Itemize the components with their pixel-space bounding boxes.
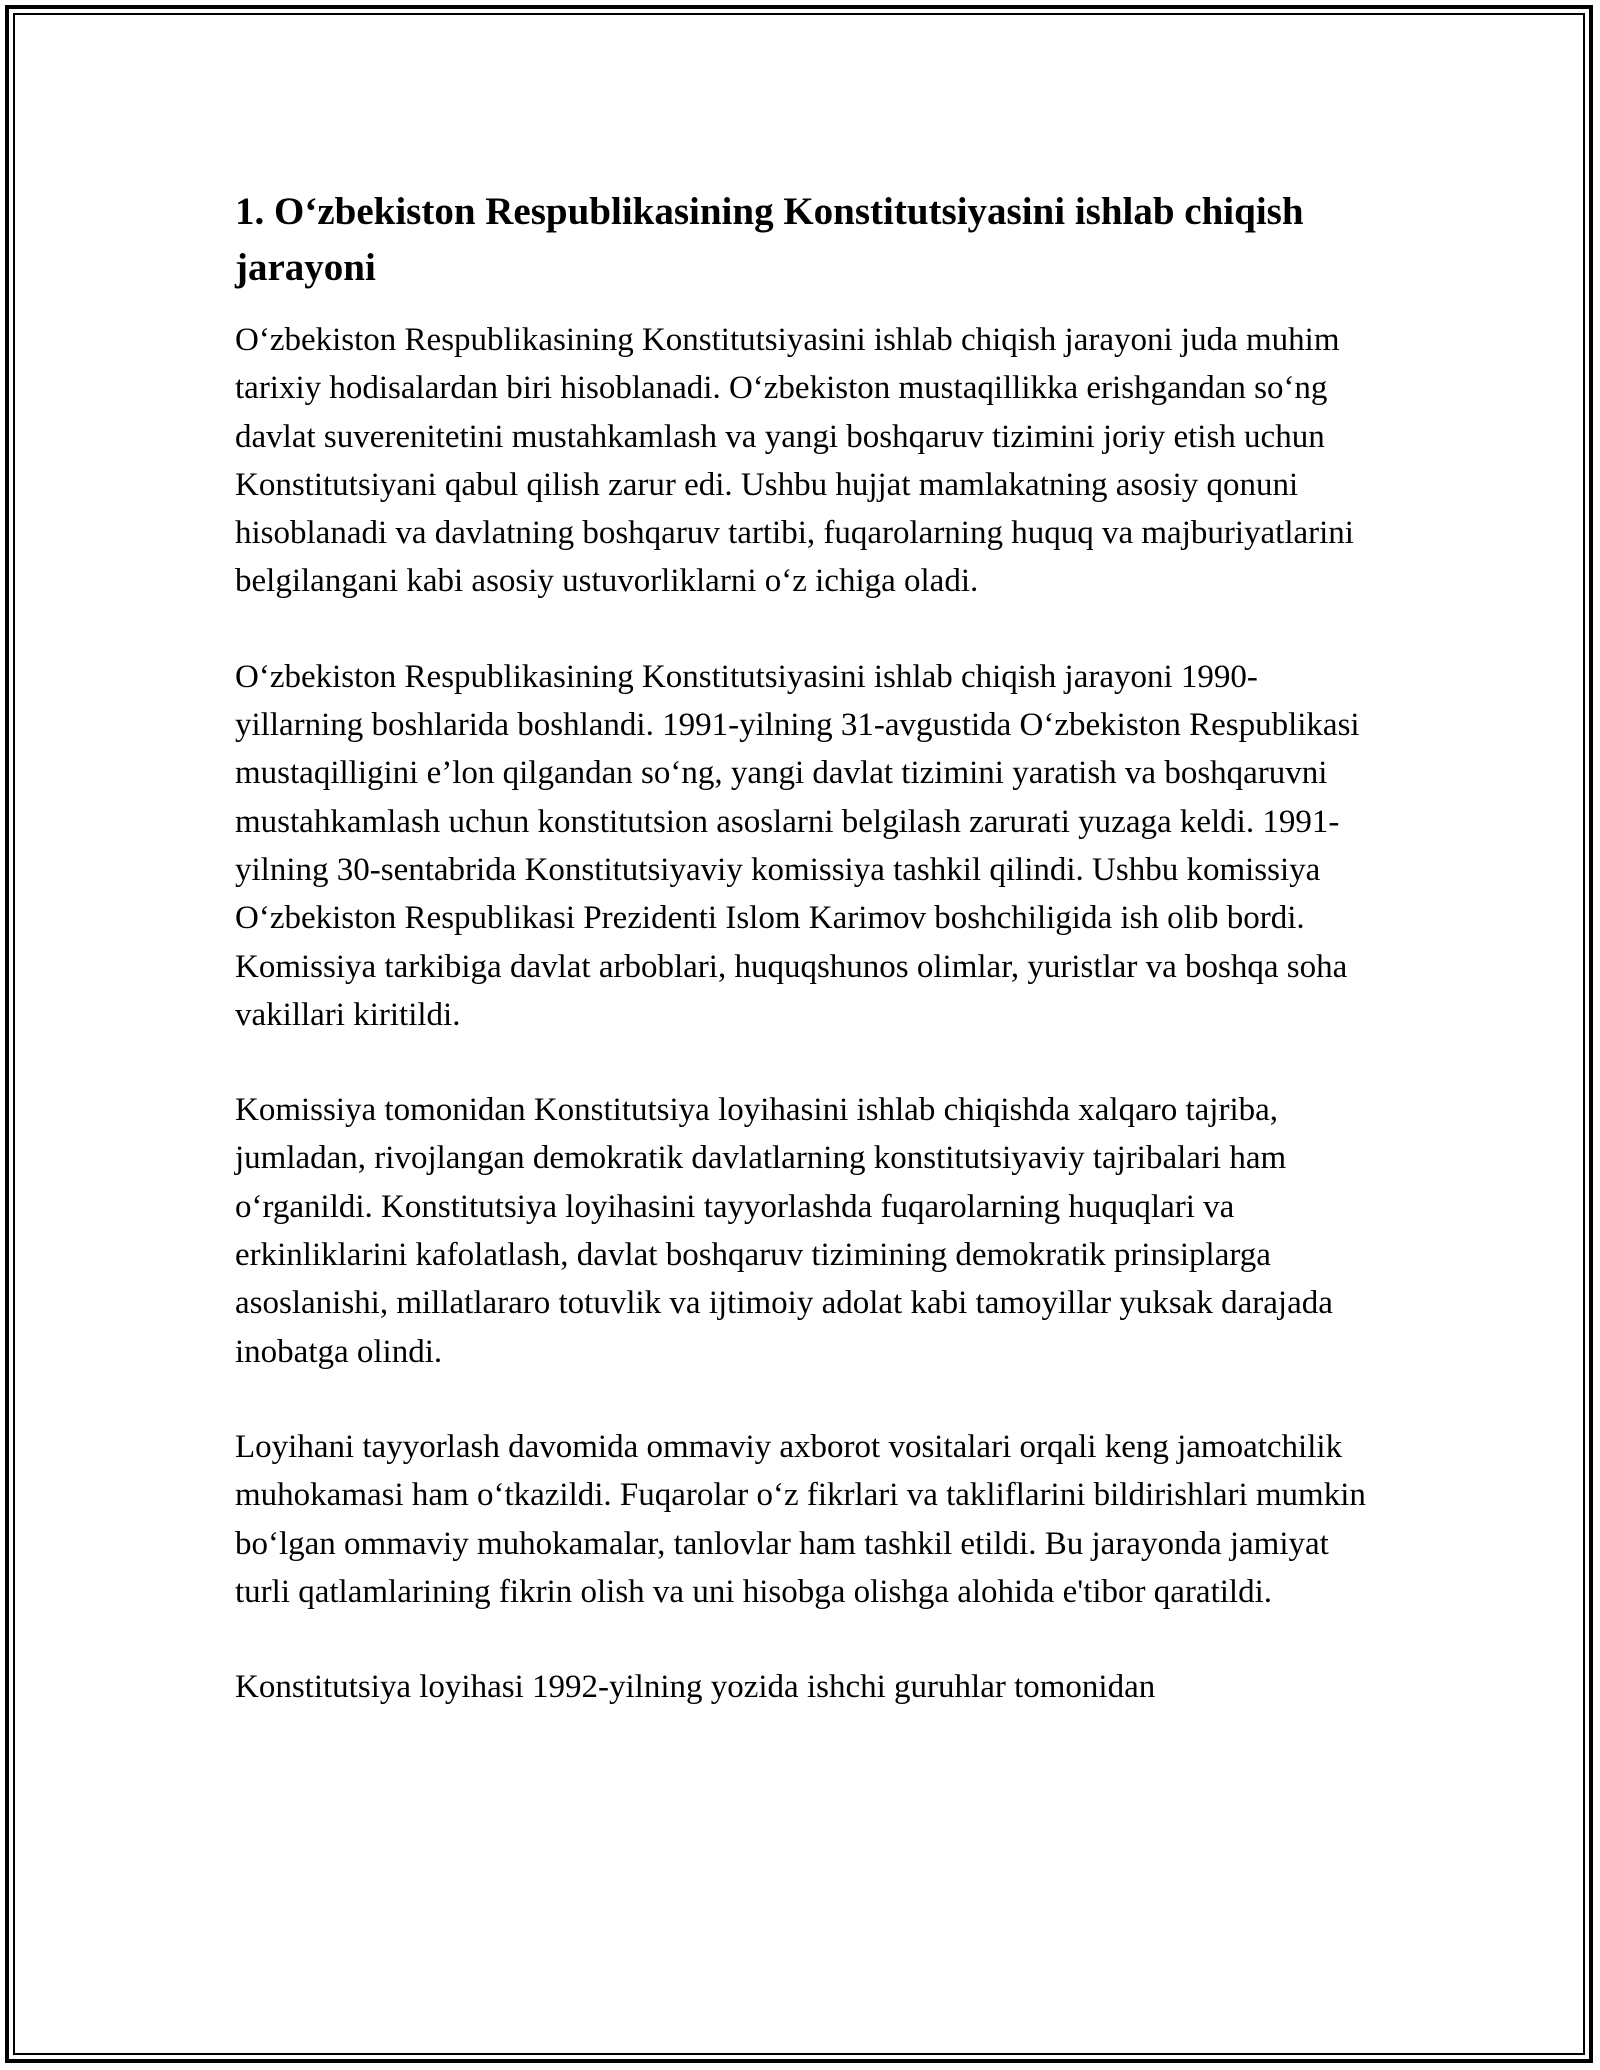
paragraph-3: Komissiya tomonidan Konstitutsiya loyihasini ishlab chiqishda xalqaro tajriba, jumladan, rivojlangan demokratik davlatlarning konstitutsiyaviy tajribalari ham o‘rganildi. Konstitutsiya loyihasini tayyorlashda fuqarolarning huquqlari va erkinliklarini kafolatlash, davlat boshqaruv tizimining demokratik prinsiplarga asoslanishi, millatlararo totuvlik va ijtimoiy adolat kabi tamoyillar yuksak darajada inobatga olindi. [235, 1092, 1333, 1370]
paragraph-4: Loyihani tayyorlash davomida ommaviy axborot vositalari orqali keng jamoatchilik muhokamasi ham o‘tkazildi. Fuqarolar o‘z fikrlari va takliflarini bildirishlari mumkin bo‘lgan ommaviy muhokamalar, tanlovlar ham tashkil etildi. Bu jarayonda jamiyat turli qatlamlarining fikrin olish va uni hisobga olishga alohida e'tibor qaratildi. [235, 1428, 1366, 1610]
paragraph-2: O‘zbekiston Respublikasining Konstitutsiyasini ishlab chiqish jarayoni 1990-yillarning boshlarida boshlandi. 1991-yilning 31-avgustida O‘zbekiston Respublikasi mustaqilligini e’lon qilgandan so‘ng, yangi davlat tizimini yaratish va boshqaruvni mustahkamlash uchun konstitutsion asoslarni belgilash zarurati yuzaga keldi. 1991-yilning 30-sentabrida Konstitutsiyaviy komissiya tashkil qilindi. Ushbu komissiya O‘zbekiston Respublikasi Prezidenti Islom Karimov boshchiligida ish olib bordi. Komissiya tarkibiga davlat arboblari, huquqshunos olimlar, yuristlar va boshqa soha vakillari kiritildi. [235, 658, 1360, 1033]
page-title: 1. O‘zbekiston Respublikasining Konstitutsiyasini ishlab chiqish jarayoni [235, 190, 1304, 289]
paragraph-5: Konstitutsiya loyihasi 1992-yilning yozida ishchi guruhlar tomonidan [235, 1669, 1156, 1706]
document-body [235, 184, 1375, 1758]
paragraph-1: O‘zbekiston Respublikasining Konstitutsiyasini ishlab chiqish jarayoni juda muhim tarixiy hodisalardan biri hisoblanadi. O‘zbekiston mustaqillikka erishgandan so‘ng davlat suverenitetini mustahkamlash va yangi boshqaruv tizimini joriy etish uchun Konstitutsiyani qabul qilish zarur edi. Ushbu hujjat mamlakatning asosiy qonuni hisoblanadi va davlatning boshqaruv tartibi, fuqarolarning huquq va majburiyatlarini belgilangani kabi asosiy ustuvorliklarni o‘z ichiga oladi. [235, 322, 1354, 600]
